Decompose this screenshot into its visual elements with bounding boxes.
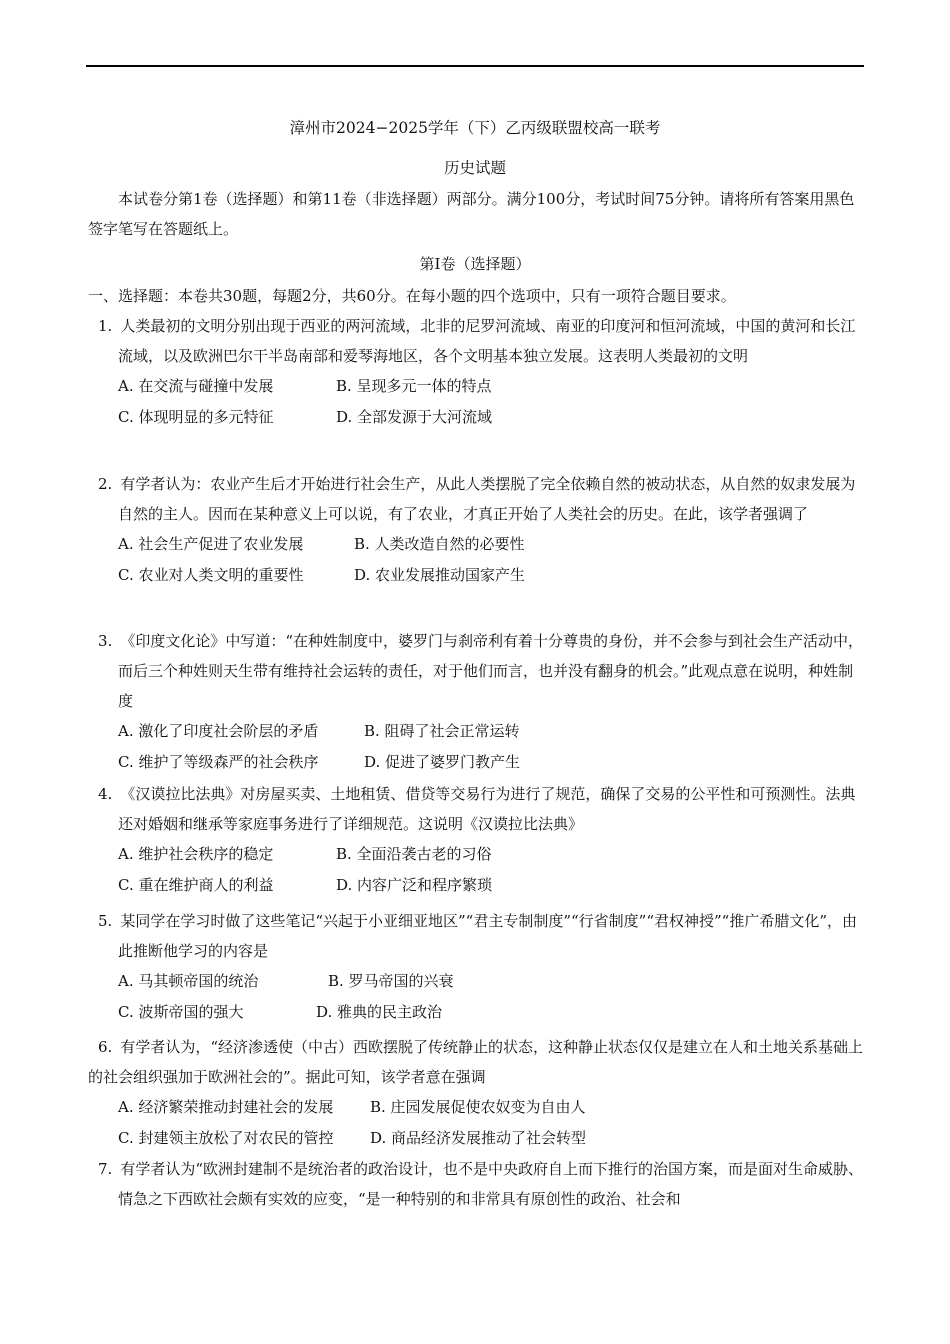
option-b: B. 阻碍了社会正常运转 xyxy=(364,722,520,740)
option-row xyxy=(88,839,864,870)
exam-title: 漳州市2024−2025学年（下）乙丙级联盟校高一联考 xyxy=(289,119,661,137)
option-row xyxy=(88,997,864,1028)
option-d: D. 内容广泛和程序繁琐 xyxy=(336,876,493,894)
option-d: D. 全部发源于大河流域 xyxy=(336,408,493,426)
question-6 xyxy=(88,1032,864,1154)
volume-title: 第Ⅰ卷（选择题） xyxy=(419,255,531,273)
option-a: A. 社会生产促进了农业发展 xyxy=(118,535,304,553)
option-row xyxy=(88,1123,864,1154)
question-stem xyxy=(88,469,864,529)
option-c: C. 农业对人类文明的重要性 xyxy=(118,566,304,584)
question-text: 有学者认为，“经济渗透使（中古）西欧摆脱了传统静止的状态，这种静止状态仅仅是建立在人和土地关系基础上的社会组织强加于欧洲社会的”。据此可知，该学者意在强调 xyxy=(88,1038,863,1086)
question-7 xyxy=(88,1154,864,1214)
subject-title: 历史试题 xyxy=(443,159,506,177)
question-stem xyxy=(88,311,864,371)
question-2 xyxy=(88,469,864,591)
section-heading: 一、选择题：本卷共30题，每题2分，共60分。在每小题的四个选项中，只有一项符合题目要求。 xyxy=(88,287,736,305)
option-a: A. 激化了印度社会阶层的矛盾 xyxy=(118,722,319,740)
option-d: D. 雅典的民主政治 xyxy=(316,1003,443,1021)
option-a: A. 维护社会秩序的稳定 xyxy=(118,845,274,863)
option-row xyxy=(88,529,864,560)
question-text: 某同学在学习时做了这些笔记“兴起于小亚细亚地区”“君主专制制度”“行省制度”“君权神授”“推广希腊文化”，由此推断他学习的内容是 xyxy=(118,912,858,960)
option-a: A. 马其顿帝国的统治 xyxy=(118,972,259,990)
question-3 xyxy=(88,626,864,778)
option-c: C. 维护了等级森严的社会秩序 xyxy=(118,753,319,771)
option-row xyxy=(88,1092,864,1123)
question-text: 《汉谟拉比法典》对房屋买卖、土地租赁、借贷等交易行为进行了规范，确保了交易的公平性和可预测性。法典还对婚姻和继承等家庭事务进行了详细规范。这说明《汉谟拉比法典》 xyxy=(118,785,856,833)
question-4 xyxy=(88,779,864,901)
option-b: B. 罗马帝国的兴衰 xyxy=(328,972,454,990)
question-text: 有学者认为“欧洲封建制不是统治者的政治设计，也不是中央政府自上而下推行的治国方案，而是面对生命威胁、情急之下西欧社会颇有实效的应变，“是一种特别的和非常具有原创性的政治、社会和 xyxy=(118,1160,863,1208)
question-number: 2. xyxy=(98,475,113,493)
option-row xyxy=(88,747,864,778)
question-number: 3. xyxy=(98,632,113,650)
option-d: D. 商品经济发展推动了社会转型 xyxy=(370,1129,587,1147)
option-row xyxy=(88,560,864,591)
option-c: C. 波斯帝国的强大 xyxy=(118,1003,244,1021)
option-row xyxy=(88,966,864,997)
question-stem xyxy=(88,626,864,716)
option-a: A. 经济繁荣推动封建社会的发展 xyxy=(118,1098,334,1116)
question-number: 1. xyxy=(98,317,113,335)
option-b: B. 庄园发展促使农奴变为自由人 xyxy=(370,1098,586,1116)
question-stem xyxy=(88,1032,864,1092)
question-5 xyxy=(88,906,864,1028)
option-b: B. 人类改造自然的必要性 xyxy=(354,535,525,553)
top-rule xyxy=(86,65,864,67)
option-row xyxy=(88,870,864,901)
option-b: B. 呈现多元一体的特点 xyxy=(336,377,492,395)
option-d: D. 促进了婆罗门教产生 xyxy=(364,753,521,771)
option-b: B. 全面沿袭古老的习俗 xyxy=(336,845,492,863)
question-1 xyxy=(88,311,864,433)
option-row xyxy=(88,716,864,747)
question-stem xyxy=(88,906,864,966)
question-number: 5. xyxy=(98,912,113,930)
option-c: C. 封建领主放松了对农民的管控 xyxy=(118,1129,334,1147)
option-c: C. 重在维护商人的利益 xyxy=(118,876,274,894)
exam-instructions: 本试卷分第1卷（选择题）和第11卷（非选择题）两部分。满分100分，考试时间75分钟。请将所有答案用黑色签字笔写在答题纸上。 xyxy=(88,190,855,238)
option-c: C. 体现明显的多元特征 xyxy=(118,408,274,426)
question-text: 有学者认为：农业产生后才开始进行社会生产，从此人类摆脱了完全依赖自然的被动状态，从自然的奴隶发展为自然的主人。因而在某种意义上可以说，有了农业，才真正开始了人类社会的历史。在此，该学者强调了 xyxy=(118,475,856,523)
option-a: A. 在交流与碰撞中发展 xyxy=(118,377,274,395)
question-stem xyxy=(88,779,864,839)
question-number: 6. xyxy=(98,1038,113,1056)
option-d: D. 农业发展推动国家产生 xyxy=(354,566,526,584)
question-number: 4. xyxy=(98,785,113,803)
question-number: 7. xyxy=(98,1160,113,1178)
option-row xyxy=(88,402,864,433)
option-row xyxy=(88,371,864,402)
question-text: 人类最初的文明分别出现于西亚的两河流域，北非的尼罗河流域、南亚的印度河和恒河流域，中国的黄河和长江流域，以及欧洲巴尔干半岛南部和爱琴海地区，各个文明基本独立发展。这表明人类最初的文明 xyxy=(118,317,856,365)
question-text: 《印度文化论》中写道：“在种姓制度中，婆罗门与刹帝利有着十分尊贵的身份，并不会参与到社会生产活动中，而后三个种姓则天生带有维持社会运转的责任，对于他们而言，也并没有翻身的机会。”此观点意在说明，种姓制度 xyxy=(118,632,863,710)
question-stem xyxy=(88,1154,864,1214)
